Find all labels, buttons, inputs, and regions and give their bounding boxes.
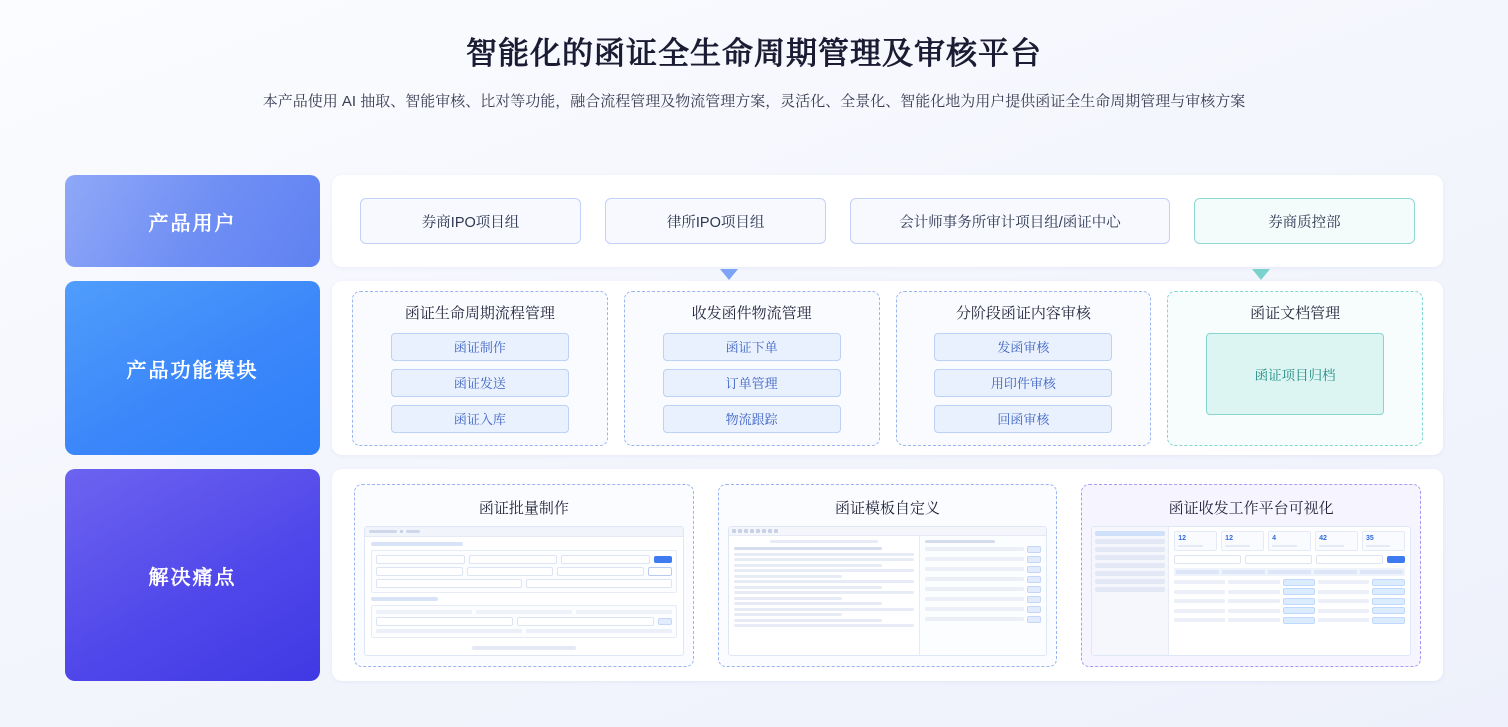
mock-stat-card (1362, 531, 1405, 552)
mock-row (925, 616, 1041, 623)
mock-tag (1283, 607, 1316, 614)
mock-stat-card (1221, 531, 1264, 552)
mock-field (1174, 555, 1241, 564)
pain-point-card[interactable] (354, 484, 694, 667)
mock-field (376, 555, 465, 564)
mock-row (376, 579, 672, 588)
mock-text-line (734, 624, 914, 627)
mock-nav-item (1095, 531, 1165, 536)
mock-stat-card (1174, 531, 1217, 552)
mock-main-pane (1169, 527, 1410, 655)
module-item-list (639, 333, 865, 433)
mock-line (371, 542, 463, 546)
mock-tag (1283, 617, 1316, 624)
mock-filter-row (1174, 555, 1405, 564)
mock-field-pane (919, 536, 1046, 656)
mock-text-line (734, 619, 882, 622)
mock-dashboard (1092, 527, 1410, 655)
mock-row (925, 596, 1041, 603)
mock-table-row (1174, 598, 1405, 605)
mock-document-pane (729, 536, 919, 656)
module-title: 收发函件物流管理 (691, 304, 812, 322)
mock-field (376, 567, 463, 576)
module-title: 函证生命周期流程管理 (404, 304, 555, 322)
mock-chip (1027, 556, 1041, 563)
mock-cell (1174, 599, 1225, 603)
mock-cell (1228, 618, 1279, 622)
mock-text-line (734, 586, 882, 589)
mock-toolbar-icon (768, 529, 772, 533)
slide-header (0, 0, 1508, 114)
mock-cell (376, 629, 522, 633)
mock-row (925, 576, 1041, 583)
pain-point-title: 函证收发工作平台可视化 (1168, 499, 1334, 517)
mock-cell (1174, 580, 1225, 584)
mock-text-line (925, 540, 995, 543)
mock-cell (1318, 618, 1369, 622)
mock-cell (476, 610, 572, 614)
mock-line (472, 646, 576, 650)
mock-row (376, 555, 672, 564)
mock-toolbar (729, 527, 1047, 536)
mock-chip (1027, 566, 1041, 573)
mock-nav-item (1095, 563, 1165, 568)
row-product-users (65, 175, 1443, 267)
mock-text-line (734, 580, 914, 583)
mock-stat-value: 4 (1272, 534, 1277, 542)
mock-table-row (1174, 607, 1405, 614)
mock-header-cell (1314, 570, 1357, 574)
row-pain-points (65, 469, 1443, 681)
mock-field (469, 555, 558, 564)
mock-nav-item (1095, 539, 1165, 544)
mock-text-line (734, 602, 882, 605)
screenshot-thumbnail-batch-creation[interactable] (364, 526, 684, 656)
mock-field (1316, 555, 1383, 564)
mock-nav-item (1095, 571, 1165, 576)
mock-cell (1228, 590, 1279, 594)
mock-cell (1318, 590, 1369, 594)
mock-row (925, 586, 1041, 593)
mock-chip (1027, 596, 1041, 603)
mock-header-cell (1222, 570, 1265, 574)
user-chip-list (332, 198, 1443, 244)
module-item-list (1182, 333, 1408, 415)
mock-card (371, 550, 677, 593)
mock-row (925, 546, 1041, 553)
mock-segment (406, 530, 420, 533)
arrow-down-icon (1252, 269, 1270, 280)
mock-topbar (365, 527, 683, 537)
module-card[interactable] (1167, 291, 1423, 446)
mock-tag (1372, 598, 1405, 605)
mock-cell (376, 610, 472, 614)
mock-text-line (770, 540, 878, 543)
pain-point-card[interactable] (718, 484, 1058, 667)
mock-stat-label (1178, 545, 1202, 548)
mock-cell (925, 547, 1024, 551)
mock-toolbar-icon (738, 529, 742, 533)
module-item[interactable]: 函证下单 (663, 333, 841, 361)
mock-nav-item (1095, 579, 1165, 584)
module-item[interactable]: 函证发送 (391, 369, 569, 397)
mock-row (925, 566, 1041, 573)
mock-toolbar-icon (750, 529, 754, 533)
mock-split (729, 536, 1047, 656)
mock-toolbar-icon (774, 529, 778, 533)
mock-text-line (734, 564, 882, 567)
mock-tag (1372, 617, 1405, 624)
page-subtitle: 本产品使用 AI 抽取、智能审核、比对等功能，融合流程管理及物流管理方案，灵活化、全景化、智能化地为用户提供函证全生命周期管理与审核方案 (262, 93, 1246, 110)
module-card[interactable] (896, 291, 1152, 446)
mock-chip (1027, 586, 1041, 593)
module-item-list (367, 333, 593, 433)
user-chip[interactable]: 会计师事务所审计项目组/函证中心 (850, 198, 1170, 244)
module-item[interactable]: 物流跟踪 (663, 405, 841, 433)
arrow-down-icon (720, 269, 738, 280)
mock-text-line (734, 613, 842, 616)
pain-point-title: 函证模板自定义 (835, 499, 941, 517)
mock-cell (1174, 618, 1225, 622)
mock-cell (526, 629, 672, 633)
mock-table-row (1174, 617, 1405, 624)
mock-header-cell (1268, 570, 1311, 574)
mock-table (1174, 568, 1405, 651)
mock-body (365, 537, 683, 655)
mock-table-row (1174, 579, 1405, 586)
page-title: 智能化的函证全生命周期管理及审核平台 (466, 36, 1042, 71)
mock-row (925, 556, 1041, 563)
module-title: 分阶段函证内容审核 (955, 304, 1091, 322)
mock-cell (576, 610, 672, 614)
mock-toolbar-icon (756, 529, 760, 533)
mock-footer (371, 646, 677, 650)
module-item[interactable]: 函证项目归档 (1206, 333, 1384, 415)
mock-tag (1372, 579, 1405, 586)
mock-cell (1174, 590, 1225, 594)
mock-text-line (734, 569, 914, 572)
mock-cell (1318, 580, 1369, 584)
pain-point-card[interactable] (1081, 484, 1421, 667)
mock-stat-value: 42 (1319, 534, 1327, 542)
module-list (332, 281, 1443, 456)
mock-dot (400, 530, 403, 533)
mock-toolbar-icon (744, 529, 748, 533)
module-card[interactable] (352, 291, 608, 446)
mock-button (1387, 556, 1405, 563)
mock-text-line (734, 575, 842, 578)
screenshot-thumbnail-workbench-dashboard[interactable] (1091, 526, 1411, 656)
mock-field (561, 555, 650, 564)
mock-field (1245, 555, 1312, 564)
mock-field (467, 567, 554, 576)
mock-chip (1027, 616, 1041, 623)
row-body-pain-points (332, 469, 1443, 681)
mock-stat-value: 12 (1178, 534, 1187, 542)
mock-text-line (734, 558, 914, 561)
module-card[interactable] (624, 291, 880, 446)
row-body-function-modules (332, 281, 1443, 455)
mock-cell (1318, 609, 1369, 613)
mock-text-line (734, 553, 914, 556)
user-chip[interactable]: 券商质控部 (1194, 198, 1415, 244)
mock-text-line (734, 597, 842, 600)
mock-button (648, 567, 672, 576)
mock-header-cell (1176, 570, 1219, 574)
mock-header-cell (1360, 570, 1403, 574)
mock-cell (1228, 580, 1279, 584)
mock-row (925, 606, 1041, 613)
module-item[interactable]: 用印件审核 (934, 369, 1112, 397)
mock-sidebar (1092, 527, 1169, 655)
mock-field (376, 617, 513, 626)
mock-card (371, 605, 677, 638)
module-item-list (911, 333, 1137, 433)
mock-stat-row (1174, 531, 1405, 552)
mock-cell (925, 557, 1024, 561)
mock-row (376, 617, 672, 626)
module-title: 函证文档管理 (1250, 304, 1341, 322)
mock-chip (1027, 546, 1041, 553)
pain-point-title: 函证批量制作 (478, 499, 569, 517)
mock-cell (1228, 609, 1279, 613)
mock-tag (1283, 598, 1316, 605)
mock-stat-card (1315, 531, 1358, 552)
diagram-rows (65, 175, 1443, 695)
mock-stat-label (1319, 545, 1343, 548)
mock-stat-value: 35 (1366, 534, 1374, 542)
mock-table-header (1174, 568, 1405, 576)
row-label-function-modules: 产品功能模块 (65, 281, 320, 455)
mock-cell (1228, 599, 1279, 603)
mock-button (654, 556, 672, 563)
row-label-pain-points: 解决痛点 (65, 469, 320, 681)
mock-tag (1283, 579, 1316, 586)
row-function-modules (65, 281, 1443, 455)
mock-tag (1283, 588, 1316, 595)
screenshot-thumbnail-template-customization[interactable] (728, 526, 1048, 656)
mock-cell (1174, 609, 1225, 613)
mock-text-line (734, 608, 914, 611)
module-item[interactable]: 函证入库 (391, 405, 569, 433)
pain-point-list (332, 472, 1443, 679)
mock-nav-item (1095, 587, 1165, 592)
mock-line (371, 597, 438, 601)
mock-chip (658, 618, 672, 625)
mock-toolbar-icon (762, 529, 766, 533)
mock-chip (1027, 576, 1041, 583)
mock-cell (925, 567, 1024, 571)
mock-stat-label (1225, 545, 1249, 548)
mock-cell (925, 587, 1024, 591)
user-chip[interactable]: 券商IPO项目组 (360, 198, 581, 244)
mock-text-line (734, 547, 882, 550)
mock-field (557, 567, 644, 576)
mock-field (526, 579, 672, 588)
user-chip[interactable]: 律所IPO项目组 (605, 198, 826, 244)
mock-segment (369, 530, 397, 533)
mock-stat-value: 12 (1225, 534, 1233, 542)
mock-chip (1027, 606, 1041, 613)
mock-cell (1318, 599, 1369, 603)
mock-tag (1372, 607, 1405, 614)
mock-toolbar-icon (732, 529, 736, 533)
mock-row (376, 610, 672, 614)
module-item[interactable]: 订单管理 (663, 369, 841, 397)
mock-row (376, 567, 672, 576)
mock-stat-card (1268, 531, 1311, 552)
module-item[interactable]: 发函审核 (934, 333, 1112, 361)
module-item[interactable]: 回函审核 (934, 405, 1112, 433)
module-item[interactable]: 函证制作 (391, 333, 569, 361)
mock-stat-label (1366, 545, 1390, 548)
mock-cell (925, 597, 1024, 601)
mock-cell (925, 577, 1024, 581)
mock-cell (925, 607, 1024, 611)
row-label-product-users: 产品用户 (65, 175, 320, 267)
mock-nav-item (1095, 555, 1165, 560)
mock-field (376, 579, 522, 588)
mock-nav-item (1095, 547, 1165, 552)
mock-table-row (1174, 588, 1405, 595)
mock-stat-label (1272, 545, 1296, 548)
mock-row (376, 629, 672, 633)
row-body-product-users (332, 175, 1443, 267)
mock-tag (1372, 588, 1405, 595)
mock-field (517, 617, 654, 626)
mock-cell (925, 617, 1024, 621)
mock-text-line (734, 591, 914, 594)
